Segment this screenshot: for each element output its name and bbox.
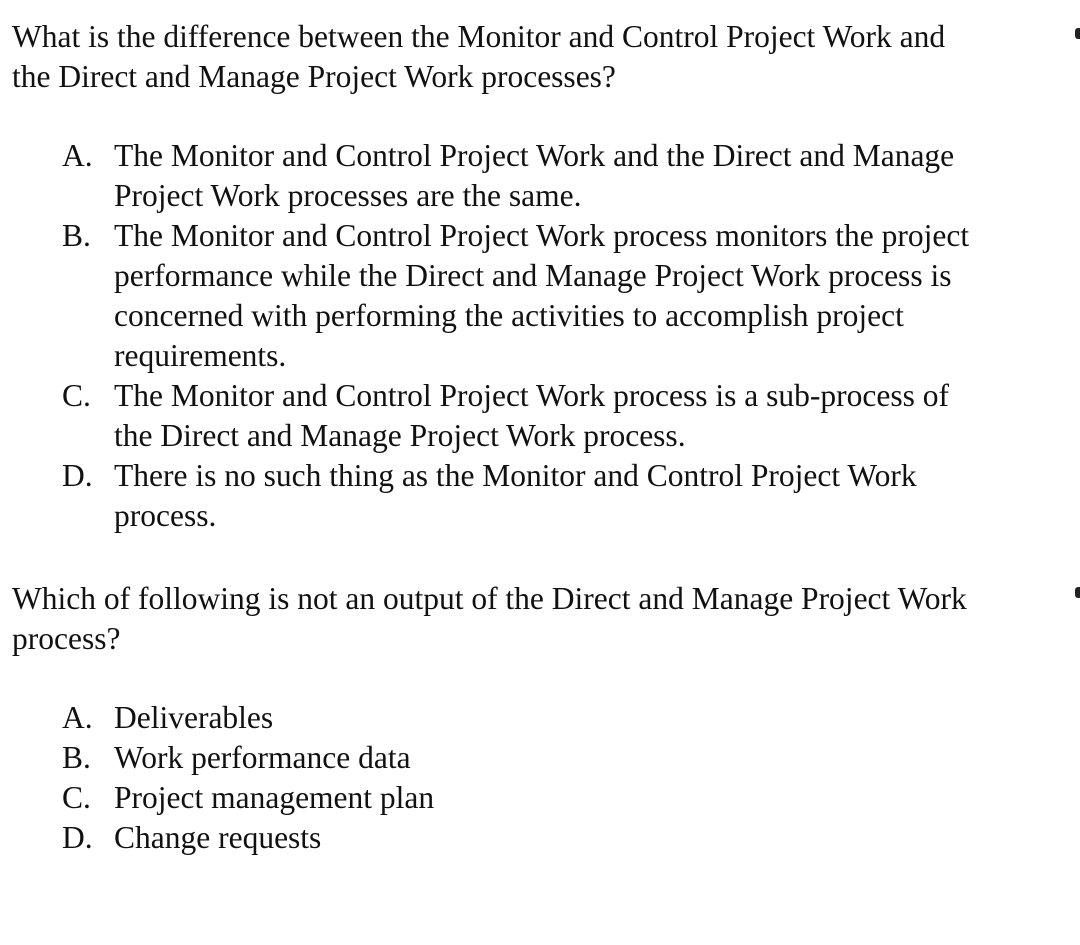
option-b — [62, 216, 1067, 376]
option-text: The Monitor and Control Project Work and the Direct and Manage Project Work processes are the same. — [114, 138, 955, 213]
option-letter: D. — [62, 820, 93, 855]
question-1-options — [62, 136, 1067, 536]
option-letter: C. — [62, 378, 91, 413]
option-a — [62, 698, 1067, 738]
option-c — [62, 376, 1067, 456]
option-text: Work performance data — [114, 740, 411, 775]
option-letter: D. — [62, 458, 93, 493]
option-text: Project management plan — [114, 780, 435, 815]
option-d — [62, 456, 1067, 536]
option-text: The Monitor and Control Project Work process is a sub-process of the Direct and Manage Project Work process. — [114, 378, 949, 453]
edge-mark — [1075, 28, 1080, 39]
option-text: Deliverables — [114, 700, 274, 735]
option-text: Change requests — [114, 820, 322, 855]
option-letter: A. — [62, 700, 93, 735]
question-2-prompt: Which of following is not an output of the Direct and Manage Project Work process? — [12, 581, 967, 656]
option-d — [62, 818, 1067, 858]
option-c — [62, 778, 1067, 818]
option-a — [62, 136, 1067, 216]
option-letter: A. — [62, 138, 93, 173]
edge-mark — [1075, 587, 1080, 598]
option-text: The Monitor and Control Project Work process monitors the project performance while the Direct and Manage Project Work process is concerned with performing the activities to accomplish project requirements. — [114, 218, 970, 373]
question-2-options — [62, 698, 1067, 858]
option-b — [62, 738, 1067, 778]
option-letter: C. — [62, 780, 91, 815]
option-letter: B. — [62, 218, 91, 253]
question-1-prompt: What is the difference between the Monitor and Control Project Work and the Direct and Manage Project Work processes? — [12, 19, 946, 94]
option-text: There is no such thing as the Monitor and Control Project Work process. — [114, 458, 917, 533]
option-letter: B. — [62, 740, 91, 775]
